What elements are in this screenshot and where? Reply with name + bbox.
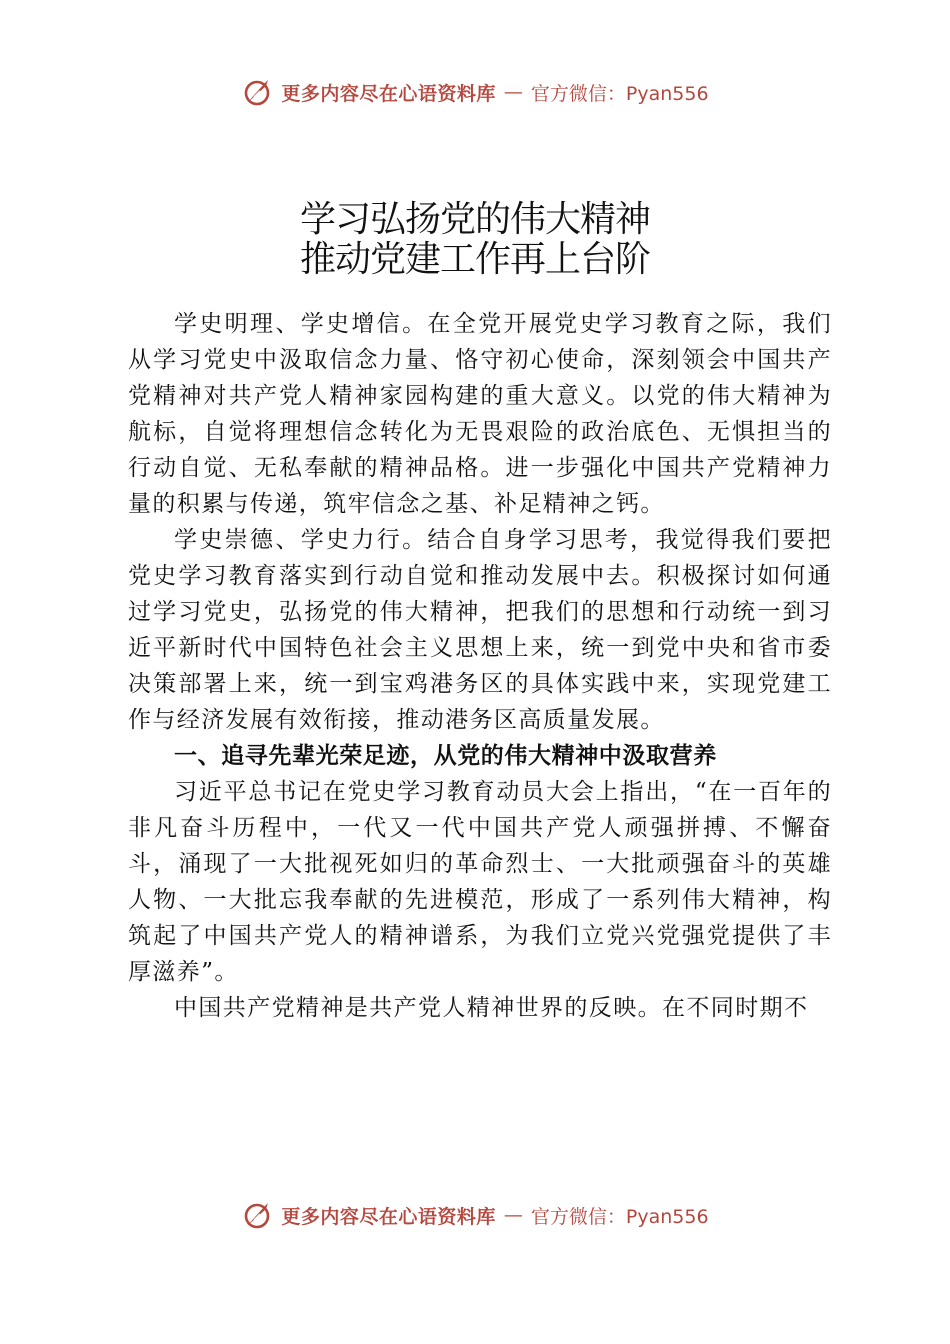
paragraph-1: 学史明理、学史增信。在全党开展党史学习教育之际，我们从学习党史中汲取信念力量、恪守初心使命，深刻领会中国共产党精神对共产党人精神家园构建的重大意义。以党的伟大精神为航标，自觉将理想信念转化为无畏艰险的政治底色、无惧担当的行动自觉、无私奉献的精神品格。进一步强化中国共产党精神力量的积累与传递，筑牢信念之基、补足精神之钙。 xyxy=(128,311,832,517)
section-heading-1: 一、追寻先辈光荣足迹，从党的伟大精神中汲取营养 xyxy=(174,743,717,769)
paragraph-4: 中国共产党精神是共产党人精神世界的反映。在不同时期不 xyxy=(174,995,809,1021)
header-banner xyxy=(0,72,950,112)
paragraph-2: 学史崇德、学史力行。结合自身学习思考，我觉得我们要把党史学习教育落实到行动自觉和推动发展中去。积极探讨如何通过学习党史，弘扬党的伟大精神，把我们的思想和行动统一到习近平新时代中国特色社会主义思想上来，统一到党中央和省市委决策部署上来，统一到宝鸡港务区的具体实践中来，实现党建工作与经济发展有效衔接，推动港务区高质量发展。 xyxy=(128,527,832,733)
banner-wechat: 官方微信：Pyan556 xyxy=(530,1205,709,1228)
banner-separator: — xyxy=(503,81,523,103)
banner-text: 更多内容尽在心语资料库 xyxy=(281,1205,496,1228)
title-line-2: 推动党建工作再上台阶 xyxy=(299,239,650,280)
banner-separator: — xyxy=(503,1204,523,1226)
banner-wechat: 官方微信：Pyan556 xyxy=(530,82,709,105)
document-title xyxy=(0,200,950,280)
footer-banner xyxy=(0,1195,950,1235)
quill-pen-logo-icon xyxy=(241,76,273,108)
document-body xyxy=(128,306,832,1026)
banner-text: 更多内容尽在心语资料库 xyxy=(281,82,496,105)
paragraph-3: 习近平总书记在党史学习教育动员大会上指出，“在一百年的非凡奋斗历程中，一代又一代中国共产党人顽强拼搏、不懈奋斗，涌现了一大批视死如归的革命烈士、一大批顽强奋斗的英雄人物、一大批忘我奉献的先进模范，形成了一系列伟大精神，构筑起了中国共产党人的精神谱系，为我们立党兴党强党提供了丰厚滋养”。 xyxy=(128,779,832,985)
quill-pen-logo-icon xyxy=(241,1199,273,1231)
title-line-1: 学习弘扬党的伟大精神 xyxy=(299,199,650,240)
